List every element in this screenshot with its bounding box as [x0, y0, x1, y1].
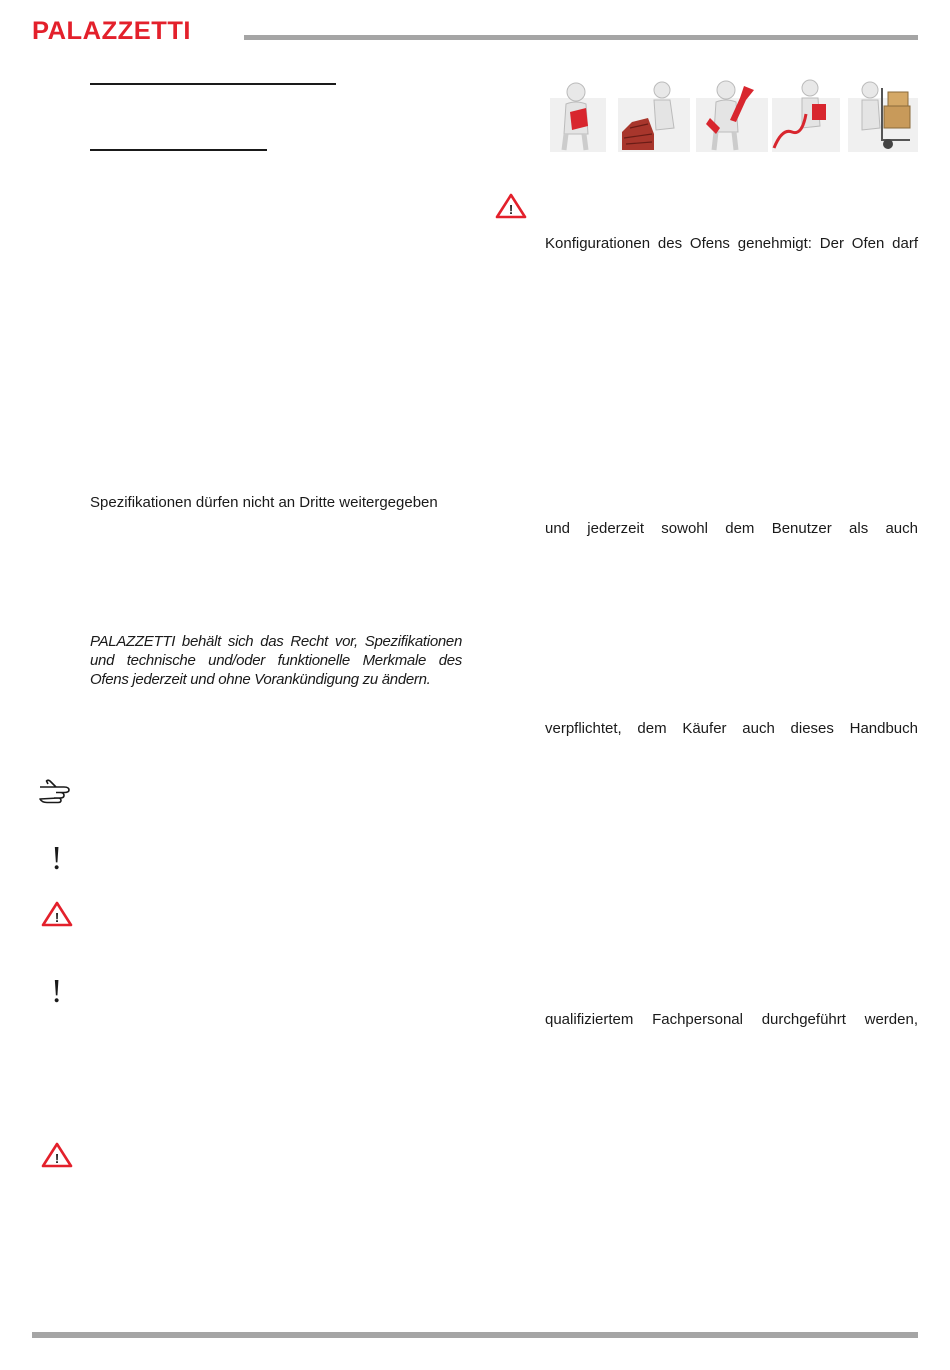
- warning-icon-left-2: [41, 1142, 73, 1173]
- exclamation-icon-2: !: [51, 973, 63, 1010]
- svg-text:!: !: [54, 1151, 60, 1166]
- figure-with-wrench: [696, 78, 768, 152]
- header-rule: [244, 35, 918, 40]
- warning-icon-left-1: [41, 901, 73, 932]
- figures-strip: [550, 78, 918, 154]
- warning-icon-right: [495, 193, 527, 224]
- figure-reading-manual: [550, 78, 606, 152]
- italic-notice: [90, 632, 462, 689]
- figure-with-cable: [772, 78, 840, 152]
- heading-underline-2: [90, 149, 267, 151]
- svg-text:!: !: [508, 202, 514, 217]
- heading-underline-1: [90, 83, 336, 85]
- figure-with-bricks: [618, 78, 690, 152]
- paragraph-dritte: Spezifikationen dürfen nicht an Dritte weitergegeben: [90, 494, 438, 511]
- brand-logo: PALAZZETTI: [32, 17, 192, 45]
- figure-with-hand-truck: [848, 78, 918, 152]
- pointing-hand-icon: [38, 778, 76, 808]
- pointing-hand-icon-svg: [38, 778, 76, 804]
- line-qualifiziert: qualifiziertem Fachpersonal durchgeführt werden,: [545, 1011, 918, 1028]
- footer-rule: [32, 1332, 918, 1338]
- line-konfigurationen: Konfigurationen des Ofens genehmigt: Der Ofen darf: [545, 235, 918, 252]
- italic-line-1: PALAZZETTI behält sich das Recht vor, Spezifikationen: [90, 633, 462, 650]
- exclamation-icon-1: !: [51, 840, 63, 877]
- svg-text:!: !: [54, 910, 60, 925]
- italic-line-3: Ofens jederzeit und ohne Vorankündigung zu ändern.: [90, 671, 431, 688]
- line-verpflichtet: verpflichtet, dem Käufer auch dieses Handbuch: [545, 720, 918, 737]
- line-jederzeit: und jederzeit sowohl dem Benutzer als auch: [545, 520, 918, 537]
- italic-line-2: und technische und/oder funktionelle Merkmale des: [90, 652, 462, 669]
